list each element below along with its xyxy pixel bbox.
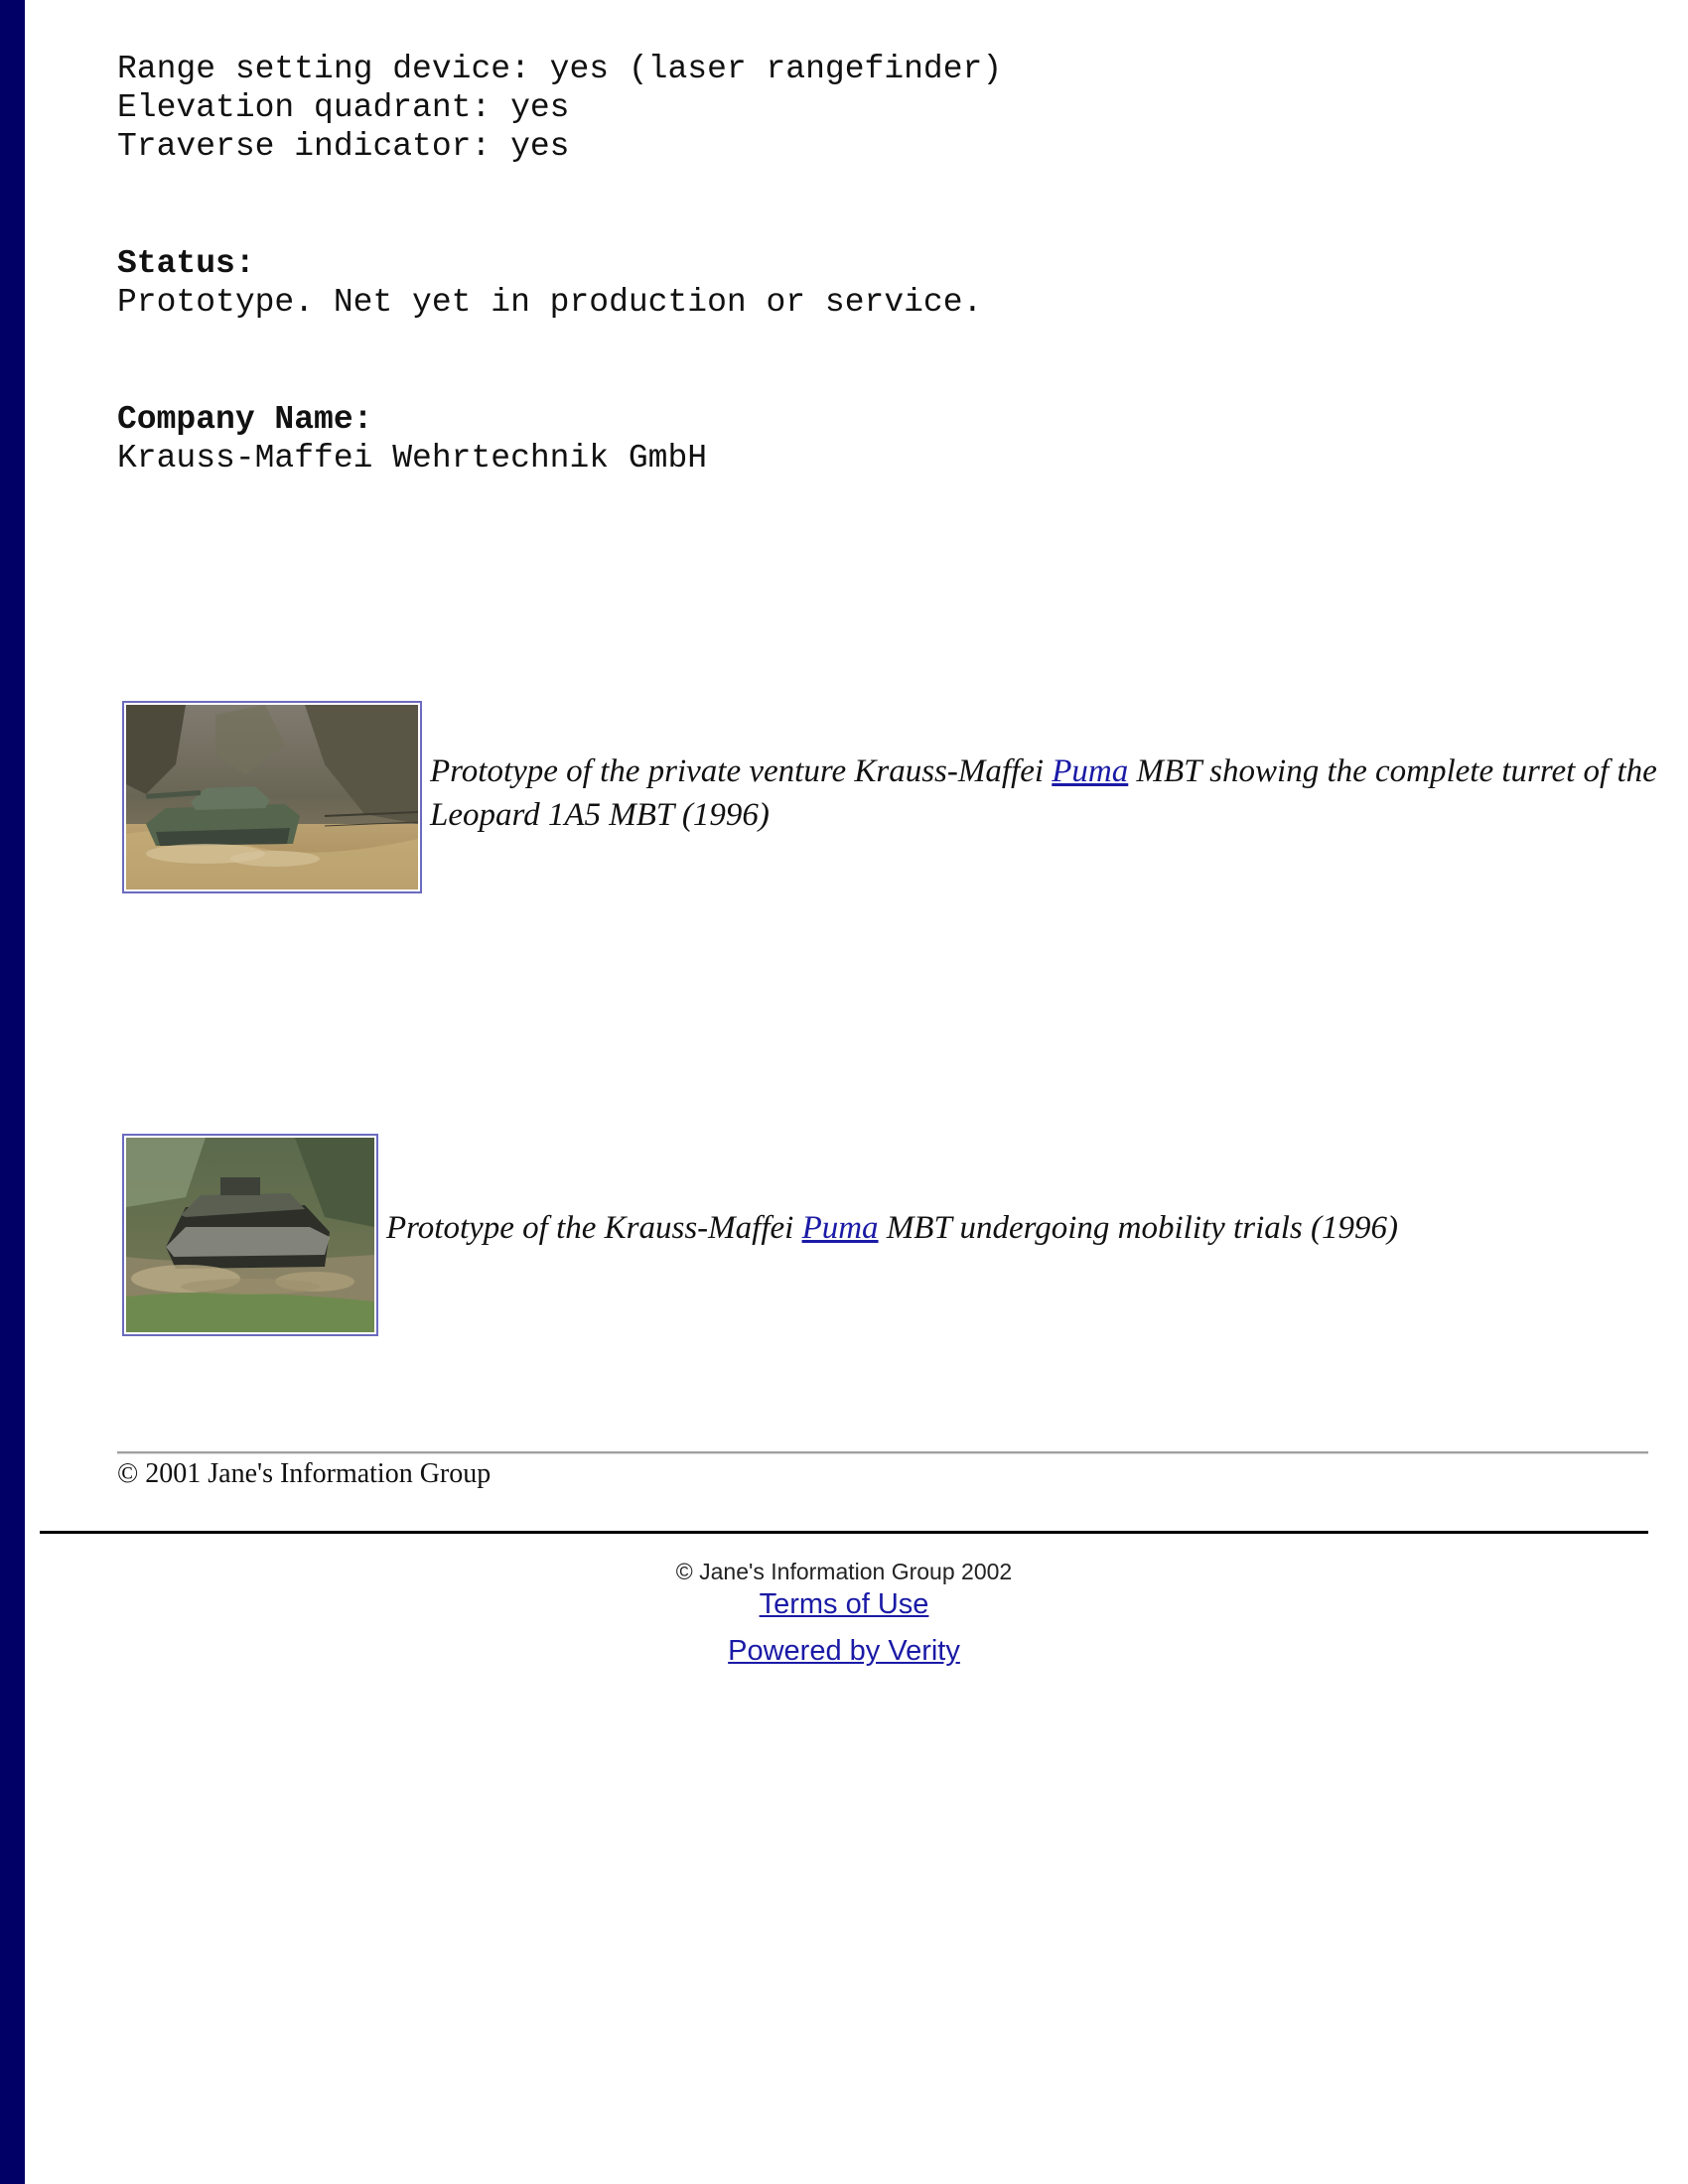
figure-1-thumbnail[interactable] (122, 701, 422, 893)
status-heading: Status: (117, 245, 255, 282)
figure-1-caption-text: Prototype of the private venture Krauss-Maffei (430, 753, 1053, 789)
company-section (117, 400, 707, 478)
figure-2-caption-text: Prototype of the Krauss-Maffei (386, 1210, 802, 1246)
status-section (117, 244, 982, 322)
status-text: Prototype. Net yet in production or service. (117, 284, 983, 321)
figure-2-caption-text-end: MBT undergoing mobility trials (1996) (878, 1210, 1398, 1246)
site-copyright: © Jane's Information Group 2002 (675, 1559, 1013, 1584)
specs-block (117, 50, 1002, 166)
figure-1 (122, 701, 1688, 893)
puma-link-2[interactable]: Puma (801, 1210, 879, 1246)
article-copyright: © 2001 Jane's Information Group (117, 1458, 492, 1489)
spec-elevation: Elevation quadrant: yes (117, 89, 570, 126)
terms-of-use-link[interactable]: Terms of Use (759, 1588, 929, 1620)
spec-range-setting: Range setting device: yes (laser rangefinder) (117, 51, 1003, 87)
company-text: Krauss-Maffei Wehrtechnik GmbH (117, 440, 708, 477)
tank-photo-icon (126, 705, 418, 889)
divider-gray (117, 1451, 1648, 1454)
figure-2-thumbnail[interactable] (122, 1134, 378, 1336)
figure-1-caption-text-end: MBT showing the complete turret of the Leopard 1A5 MBT (1996) (430, 753, 1657, 833)
site-footer (40, 1557, 1648, 1668)
left-navy-bar (0, 0, 25, 2184)
figure-2-caption (386, 1206, 1398, 1250)
figure-1-caption (430, 750, 1688, 837)
spec-traverse: Traverse indicator: yes (117, 128, 570, 165)
divider-black (40, 1531, 1648, 1534)
puma-link-1[interactable]: Puma (1052, 753, 1129, 789)
powered-by-verity-link[interactable]: Powered by Verity (728, 1635, 960, 1667)
figure-2 (122, 1134, 1398, 1336)
tank-photo-icon (126, 1138, 374, 1332)
company-heading: Company Name: (117, 401, 373, 438)
